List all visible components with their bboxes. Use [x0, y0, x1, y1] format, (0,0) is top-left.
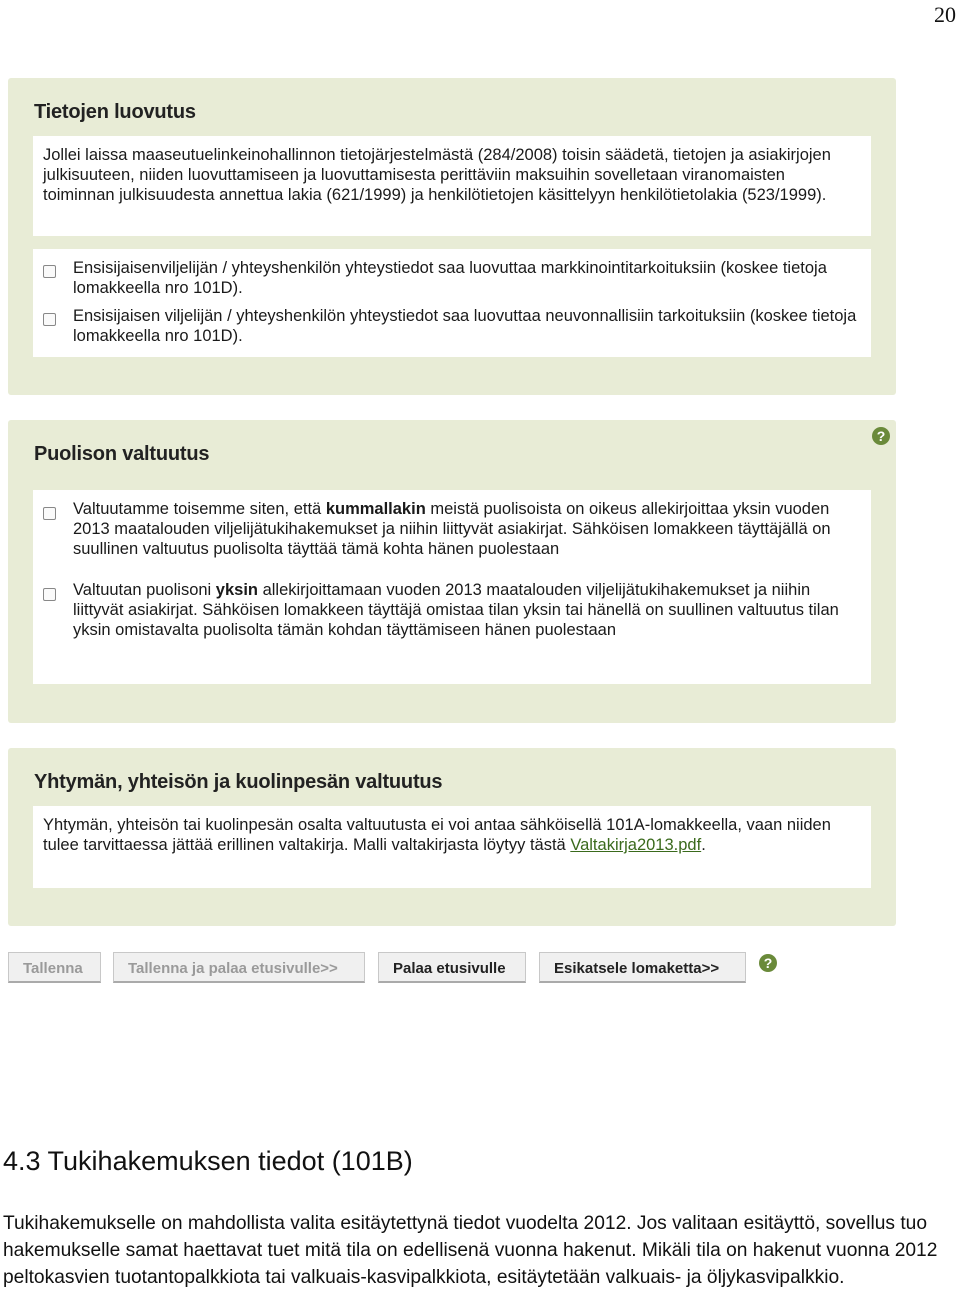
help-icon[interactable]: ? [872, 427, 890, 445]
data-disclosure-info-text: Jollei laissa maaseutuelinkeinohallinnon tietojärjestelmästä (284/2008) toisin säädetä, tietojen ja asiakirjojen julkisuuteen, niiden luovuttamiseen ja luovuttamisesta perittäviin maksuihin sovelletaan viranomaisten toiminnan julkisuudesta annettua lakia (621/1999) ja henkilötietojen käsittelyyn henkilötietolakia (523/1999). [43, 146, 831, 204]
data-disclosure-panel [8, 78, 896, 395]
page-number: 20 [934, 2, 956, 27]
data-disclosure-options-box [33, 249, 871, 357]
advisory-consent-checkbox[interactable] [43, 313, 56, 326]
mutual-authorization-label [73, 499, 861, 559]
marketing-consent-checkbox[interactable] [43, 265, 56, 278]
entity-authorization-panel [8, 748, 896, 926]
save-button[interactable]: Tallenna [8, 952, 101, 983]
data-disclosure-title: Tietojen luovutus [34, 101, 196, 123]
body-paragraph: Tukihakemukselle on mahdollista valita esitäytettynä tiedot vuodelta 2012. Jos valitaan esitäyttö, sovellus tuo hakemukselle samat haettavat tuet mitä tila on edellisenä vuonna hakenut. Mikäli tila on hakenut vuonna 2012 peltokasvien tuotantopalkkiota tai valkuais-kasvipalkkiota, esitäytetään valkuais- ja öljykasvipalkkio. [3, 1213, 938, 1288]
spouse-authorization-title: Puolison valtuutus [34, 443, 210, 465]
mutual-text-a: Valtuutamme toisemme siten, että [73, 500, 326, 518]
mutual-text-bold: kummallakin [325, 500, 426, 518]
sole-text-bold: yksin [215, 581, 258, 599]
entity-authorization-box [33, 806, 871, 888]
sole-authorization-checkbox[interactable] [43, 588, 56, 601]
preview-form-button[interactable]: Esikatsele lomaketta>> [539, 952, 746, 983]
section-heading: 4.3 Tukihakemuksen tiedot (101B) [3, 1146, 413, 1176]
power-of-attorney-link[interactable]: Valtakirja2013.pdf [570, 836, 702, 854]
sole-text-a: Valtuutan puolisoni [73, 581, 216, 599]
mutual-authorization-checkbox[interactable] [43, 507, 56, 520]
spouse-authorization-panel [8, 420, 896, 723]
spouse-authorization-box [33, 490, 871, 684]
entity-authorization-text: Yhtymän, yhteisön tai kuolinpesän osalta valtuutusta ei voi antaa sähköisellä 101A-lomakkeella, vaan niiden tulee tarvittaessa jättää erillinen valtakirja. Malli valtakirjasta löytyy tästä [43, 816, 831, 854]
entity-authorization-end: . [701, 836, 706, 854]
return-to-front-page-button[interactable]: Palaa etusivulle [378, 952, 526, 983]
data-disclosure-info-box [33, 136, 871, 236]
save-and-return-button[interactable]: Tallenna ja palaa etusivulle>> [113, 952, 365, 983]
sole-text-b: allekirjoittamaan vuoden 2013 maatalouden viljelijätukihakemukset ja niihin liittyvät asiakirjat. Sähköisen lomakkeen täyttäjä omistaa tilan yksin tai hänellä on suullinen valtuutus tilan yksin omistavalta puolisolta tämän kohdan täyttämiseen hänen puolestaan [73, 581, 839, 639]
sole-authorization-label [73, 580, 861, 640]
marketing-consent-label: Ensisijaisenviljelijän / yhteyshenkilön yhteystiedot saa luovuttaa markkinointitarkoituksiin (koskee tietoja lomakkeella nro 101D). [73, 259, 827, 297]
entity-authorization-title: Yhtymän, yhteisön ja kuolinpesän valtuutus [34, 771, 443, 793]
mutual-text-b: meistä puolisoista on oikeus allekirjoittaa yksin vuoden 2013 maatalouden viljelijätukihakemukset ja niihin liittyvät asiakirjat. Sähköisen lomakkeen täyttäjällä on suullinen valtuutus puolisolta täyttää tämä kohta hänen puolestaan [73, 500, 831, 558]
help-icon[interactable]: ? [759, 954, 777, 972]
advisory-consent-label: Ensisijaisen viljelijän / yhteyshenkilön yhteystiedot saa luovuttaa neuvonnallisiin tarkoituksiin (koskee tietoja lomakkeella nro 101D). [73, 307, 857, 345]
